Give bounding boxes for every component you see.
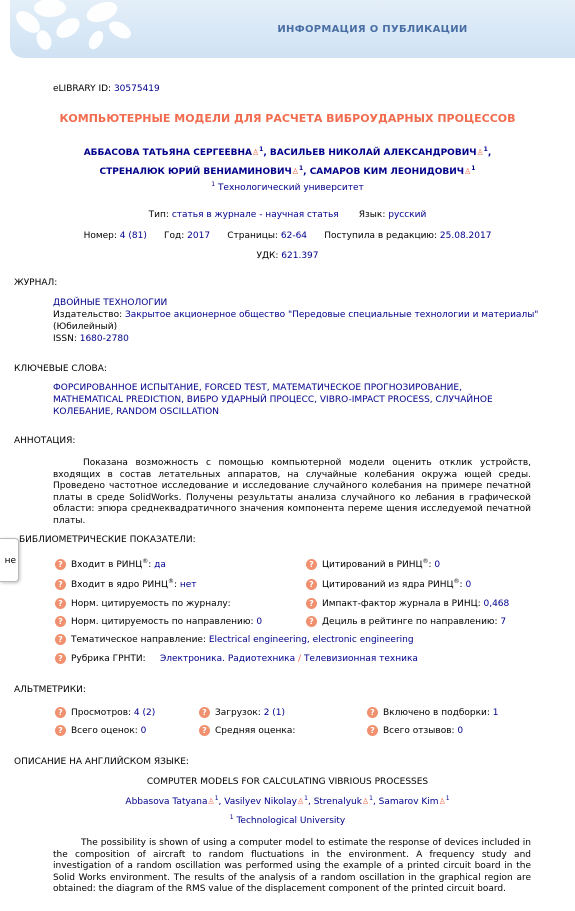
alt-value: 1: [492, 708, 499, 718]
bib-value: 0: [465, 580, 472, 590]
bib-label: Цитирований из ядра РИНЦ: [322, 580, 454, 590]
elibrary-id-row: [53, 84, 160, 94]
udk-value: 621.397: [281, 251, 319, 261]
alt-ratings: [55, 725, 146, 736]
bibliometrics-section-label: БИБЛИОМЕТРИЧЕСКИЕ ПОКАЗАТЕЛИ:: [19, 535, 196, 545]
author-link[interactable]: ВАСИЛЬЕВ НИКОЛАЙ АЛЕКСАНДРОВИЧ: [269, 148, 477, 158]
author-link[interactable]: Vasilyev Nikolay: [224, 797, 297, 807]
alt-average: [199, 725, 295, 736]
question-icon[interactable]: ?: [55, 707, 66, 718]
rubric-link[interactable]: Электроника. Радиотехника: [159, 654, 296, 664]
question-icon[interactable]: ?: [199, 707, 210, 718]
bib-rubric: [55, 653, 418, 664]
rubric-separator: /: [298, 654, 302, 664]
annotation-section-label: АННОТАЦИЯ:: [14, 436, 76, 446]
keywords-line[interactable]: КОЛЕБАНИЕ, RANDOM OSCILLATION: [53, 407, 219, 417]
issn-label: ISSN:: [53, 334, 77, 344]
bib-label: Входит в РИНЦ: [71, 560, 143, 570]
side-tab[interactable]: не: [0, 538, 19, 582]
question-icon[interactable]: ?: [306, 559, 317, 570]
bib-norm-journal: [55, 598, 231, 609]
alt-views: [55, 707, 155, 718]
number-label: Номер:: [83, 231, 117, 241]
alt-value: 0: [457, 726, 464, 736]
bib-norm-direction: [55, 616, 262, 627]
issn-value[interactable]: 1680-2780: [79, 334, 129, 344]
decile-link[interactable]: 7: [500, 617, 507, 627]
user-icon[interactable]: ♙: [438, 797, 446, 806]
alt-collections: [367, 707, 499, 718]
author-sup: 1: [304, 795, 308, 802]
english-authors: Abbasova Tatyana♙$^1$, Vasilyev Nikolay♙$^1$, Strenalyuk♙$^1$, Samarov Kim♙$^1$: [125, 795, 450, 807]
author-link[interactable]: Samarov Kim: [378, 797, 439, 807]
alt-label: Включено в подборки:: [383, 708, 490, 718]
author-sup: 1: [445, 795, 450, 802]
affiliation: [15, 181, 560, 193]
header-banner: [10, 0, 575, 58]
question-icon[interactable]: ?: [55, 634, 66, 645]
author-link[interactable]: Strenalyuk: [313, 797, 362, 807]
question-icon[interactable]: ?: [367, 707, 378, 718]
annotation-text: Показана возможность с помощью компьютерной модели оценить отклик устройств, входящих в состав летательных аппаратов, на случайные колебания окружа ющей среды. Проведено частотное исследование и исследование случайного колебания на примере печатной платы в среде SolidWorks. Получены результаты анализа случайного ко лебания в графической области: эпюра среднеквадратичного значения компонента переме щения исследуемой печатной платы.: [53, 458, 531, 526]
meta-row-udk: [15, 251, 560, 261]
bib-core-in: ? Входит в ядро РИНЦ®: нет: [55, 578, 197, 590]
question-icon[interactable]: ?: [306, 579, 317, 590]
user-icon[interactable]: ♙: [476, 148, 484, 157]
bib-label: Норм. цитируемость по направлению:: [71, 617, 254, 627]
user-icon[interactable]: ♙: [361, 797, 370, 806]
author-link[interactable]: САМАРОВ КИМ ЛЕОНИДОВИЧ: [309, 167, 465, 177]
english-title: COMPUTER MODELS FOR CALCULATING VIBRIOUS PROCESSES: [146, 777, 429, 787]
publisher-link[interactable]: Закрытое акционерное общество "Передовые специальные технологии и материалы": [125, 310, 539, 320]
type-label: Тип:: [148, 210, 169, 220]
pages-label: Страницы:: [227, 231, 278, 241]
received-label: Поступила в редакцию:: [324, 231, 438, 241]
bib-decile: [306, 616, 506, 627]
pages-value: 62-64: [280, 231, 308, 241]
bib-label: Импакт-фактор журнала в РИНЦ:: [322, 599, 481, 609]
year-value: 2017: [187, 231, 211, 241]
english-section-label: ОПИСАНИЕ НА АНГЛИЙСКОМ ЯЗЫКЕ:: [14, 757, 189, 767]
bib-label: Входит в ядро РИНЦ: [71, 580, 168, 590]
user-icon[interactable]: ♙: [464, 167, 472, 176]
alt-label: Всего отзывов:: [383, 726, 455, 736]
user-icon[interactable]: ♙: [251, 148, 260, 157]
reg-mark: ®: [422, 558, 429, 565]
authors-block: АББАСОВА ТАТЬЯНА СЕРГЕЕВНА♙$^1$, ВАСИЛЬЕВ НИКОЛАЙ АЛЕКСАНДРОВИЧ♙$^1$, СТРЕНАЛЮК ЮРИЙ ВЕНИАМИНОВИЧ♙$^1$, САМАРОВ КИМ ЛЕОНИДОВИЧ♙$^1$: [83, 146, 492, 177]
author-sup: 1: [214, 795, 219, 802]
author-sup: 1: [471, 165, 476, 172]
bib-theme: [55, 634, 414, 645]
affiliation-name[interactable]: Технологический университет: [217, 183, 364, 193]
reg-mark: ®: [167, 578, 174, 585]
question-icon[interactable]: ?: [306, 616, 317, 627]
alt-value: 4 (2): [133, 708, 156, 718]
alt-downloads: [199, 707, 285, 718]
english-abstract: The possibility is shown of using a computer model to estimate the response of devices included in the composition of aircraft to random fluctuations in the environment. A frequency study and investigation of a random oscillation was performed using the example of a printed circuit board in the Solid Works environment. The results of the analysis of a random oscillation in the graphical region are obtained: the diagram of the RMS value of the displacement component of the printed circuit board.: [53, 838, 531, 894]
meta-row-issue: [15, 231, 560, 241]
bib-value: нет: [179, 580, 197, 590]
journal-section-label: ЖУРНАЛ:: [14, 278, 58, 288]
author-link[interactable]: Abbasova Tatyana: [125, 797, 208, 807]
keywords-section-label: КЛЮЧЕВЫЕ СЛОВА:: [14, 364, 107, 374]
bib-cites-core: ? Цитирований из ядра РИНЦ®: 0: [306, 578, 471, 590]
bib-value: 0: [434, 560, 441, 570]
publication-title: КОМПЬЮТЕРНЫЕ МОДЕЛИ ДЛЯ РАСЧЕТА ВИБРОУДАРНЫХ ПРОЦЕССОВ: [59, 112, 516, 125]
language-value: русский: [388, 210, 427, 220]
bib-value: да: [154, 560, 166, 570]
impact-link[interactable]: 0,468: [483, 599, 510, 609]
flower-logo-icon: [10, 0, 150, 58]
alt-label: Всего оценок:: [71, 726, 138, 736]
bib-impact: [306, 598, 509, 609]
author-sup: 1: [259, 146, 264, 153]
author-link[interactable]: СТРЕНАЛЮК ЮРИЙ ВЕНИАМИНОВИЧ: [99, 167, 292, 177]
affiliation-name[interactable]: Technological University: [236, 816, 346, 826]
type-value: статья в журнале - научная статья: [171, 210, 339, 220]
keywords-list: [53, 382, 543, 418]
author-sup: 1: [369, 795, 373, 802]
bib-value: 0: [256, 617, 263, 627]
elibrary-id-value: 30575419: [113, 84, 160, 94]
affiliation-sup: 1: [211, 181, 216, 188]
bib-rinc-in: ? Входит в РИНЦ®: да: [55, 558, 166, 570]
keywords-line[interactable]: MATHEMATICAL PREDICTION, ВИБРО УДАРНЫЙ ПРОЦЕСС, VIBRO-IMPACT PROCESS, СЛУЧАЙНОЕ: [53, 395, 493, 405]
question-icon[interactable]: ?: [55, 653, 66, 664]
user-icon[interactable]: ♙: [296, 797, 305, 806]
year-label: Год:: [164, 231, 185, 241]
udk-label: УДК:: [256, 251, 279, 261]
question-icon[interactable]: ?: [55, 725, 66, 736]
question-icon[interactable]: ?: [306, 598, 317, 609]
keywords-line[interactable]: ФОРСИРОВАННОЕ ИСПЫТАНИЕ, FORCED TEST, МАТЕМАТИЧЕСКОЕ ПРОГНОЗИРОВАНИЕ,: [53, 383, 462, 393]
number-value[interactable]: 4 (81): [119, 231, 147, 241]
question-icon[interactable]: ?: [199, 725, 210, 736]
language-label: Язык:: [358, 210, 386, 220]
question-icon[interactable]: ?: [367, 725, 378, 736]
user-icon[interactable]: ♙: [291, 167, 299, 176]
page-header-title: ИНФОРМАЦИЯ О ПУБЛИКАЦИИ: [277, 24, 468, 35]
bib-label: Тематическое направление:: [71, 635, 206, 645]
received-value: 25.08.2017: [439, 231, 492, 241]
alt-label: Загрузок:: [215, 708, 261, 718]
theme-link[interactable]: Electrical engineering, electronic engineering: [208, 635, 414, 645]
question-icon[interactable]: ?: [55, 616, 66, 627]
altmetrics-section-label: АЛЬТМЕТРИКИ:: [14, 685, 86, 695]
question-icon[interactable]: ?: [55, 559, 66, 570]
author-link[interactable]: АББАСОВА ТАТЬЯНА СЕРГЕЕВНА: [83, 148, 252, 158]
question-icon[interactable]: ?: [55, 579, 66, 590]
user-icon[interactable]: ♙: [207, 797, 215, 806]
meta-row-type: [15, 210, 560, 220]
alt-value: 0: [140, 726, 147, 736]
affiliation-sup: 1: [229, 814, 234, 821]
publisher-label: Издательство:: [53, 310, 123, 320]
bib-label: Дециль в рейтинге по направлению:: [322, 617, 498, 627]
bib-cites-rinc: ? Цитирований в РИНЦ®: 0: [306, 558, 440, 570]
english-affiliation: [15, 814, 560, 826]
alt-label: Средняя оценка:: [215, 726, 296, 736]
reg-mark: ®: [453, 578, 460, 585]
alt-label: Просмотров:: [71, 708, 132, 718]
journal-block: [53, 297, 543, 345]
bib-label: Рубрика ГРНТИ:: [71, 654, 146, 664]
publisher-extra: (Юбилейный): [53, 322, 118, 332]
author-sup: 1: [298, 165, 304, 172]
alt-value: 2 (1): [263, 708, 286, 718]
bib-label: Норм. цитируемость по журналу:: [71, 599, 231, 609]
elibrary-id-label: eLIBRARY ID:: [53, 84, 112, 94]
alt-reviews: [367, 725, 463, 736]
bib-label: Цитирований в РИНЦ: [322, 560, 423, 570]
author-sup: 1: [483, 146, 488, 153]
question-icon[interactable]: ?: [55, 598, 66, 609]
reg-mark: ®: [142, 558, 149, 565]
rubric-link[interactable]: Телевизионная техника: [303, 654, 418, 664]
journal-name-link[interactable]: ДВОЙНЫЕ ТЕХНОЛОГИИ: [53, 298, 168, 308]
